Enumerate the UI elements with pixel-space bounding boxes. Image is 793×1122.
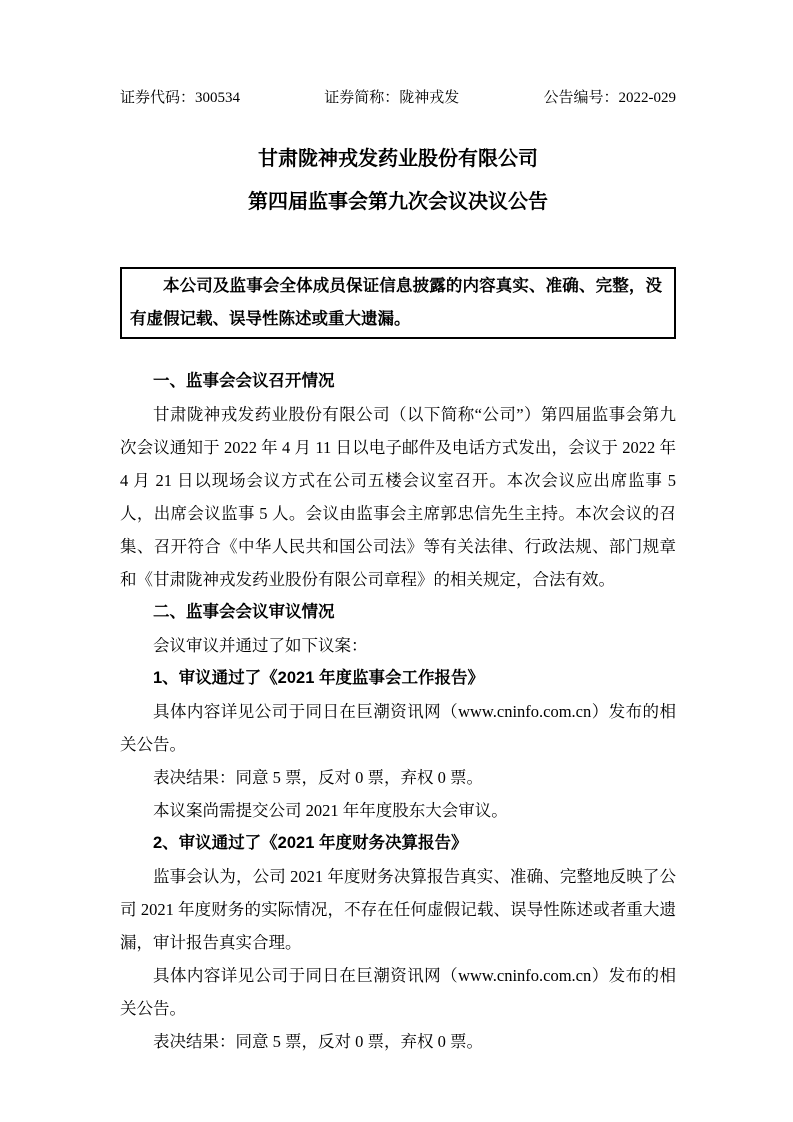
paragraph-item1-agm-note: 本议案尚需提交公司 2021 年年度股东大会审议。: [153, 801, 508, 820]
stock-name: 证券简称：陇神戎发: [324, 90, 460, 106]
announcement-number: 公告编号：2022-029: [543, 90, 676, 106]
section-heading-2: 二、监事会会议审议情况: [153, 603, 335, 621]
paragraph-resolutions-intro: 会议审议并通过了如下议案：: [153, 636, 368, 655]
disclaimer-box: 本公司及监事会全体成员保证信息披露的内容真实、准确、完整，没有虚假记载、误导性陈述或重大遗漏。: [120, 267, 676, 339]
doc-header: [120, 0, 676, 108]
stock-code: 证券代码：300534: [120, 90, 241, 106]
section-heading-1: 一、监事会会议召开情况: [153, 372, 335, 390]
content-column: [120, 0, 676, 1058]
company-title: 甘肃陇神戎发药业股份有限公司: [258, 148, 538, 170]
paragraph-item2-vote-result: 表决结果：同意 5 票，反对 0 票，弃权 0 票。: [153, 1032, 483, 1051]
paragraph-item1-details: 具体内容详见公司于同日在巨潮资讯网（www.cninfo.com.cn）发布的相关公告。: [120, 702, 676, 754]
paragraph-item1-vote-result: 表决结果：同意 5 票，反对 0 票，弃权 0 票。: [153, 768, 483, 787]
title-block: [120, 138, 676, 224]
item-heading-1: 1、审议通过了《2021 年度监事会工作报告》: [153, 669, 484, 687]
paragraph-meeting-convening: 甘肃陇神戎发药业股份有限公司（以下简称“公司”）第四届监事会第九次会议通知于 2022 年 4 月 11 日以电子邮件及电话方式发出，会议于 2022 年 4 月 21 日以现场会议方式在公司五楼会议室召开。本次会议应出席监事 5 人，出席会议监事 5 人。会议由监事会主席郭忠信先生主持。本次会议的召集、召开符合《中华人民共和国公司法》等有关法律、行政法规、部门规章和《甘肃陇神戎发药业股份有限公司章程》的相关规定，合法有效。: [120, 405, 676, 589]
item-heading-2: 2、审议通过了《2021 年度财务决算报告》: [153, 834, 468, 852]
announcement-title: 第四届监事会第九次会议决议公告: [248, 191, 548, 213]
paragraph-item2-details: 具体内容详见公司于同日在巨潮资讯网（www.cninfo.com.cn）发布的相关公告。: [120, 966, 676, 1018]
document-body: [120, 365, 676, 1058]
paragraph-item2-opinion: 监事会认为，公司 2021 年度财务决算报告真实、准确、完整地反映了公司 2021 年度财务的实际情况，不存在任何虚假记载、误导性陈述或者重大遗漏，审计报告真实合理。: [120, 867, 676, 952]
